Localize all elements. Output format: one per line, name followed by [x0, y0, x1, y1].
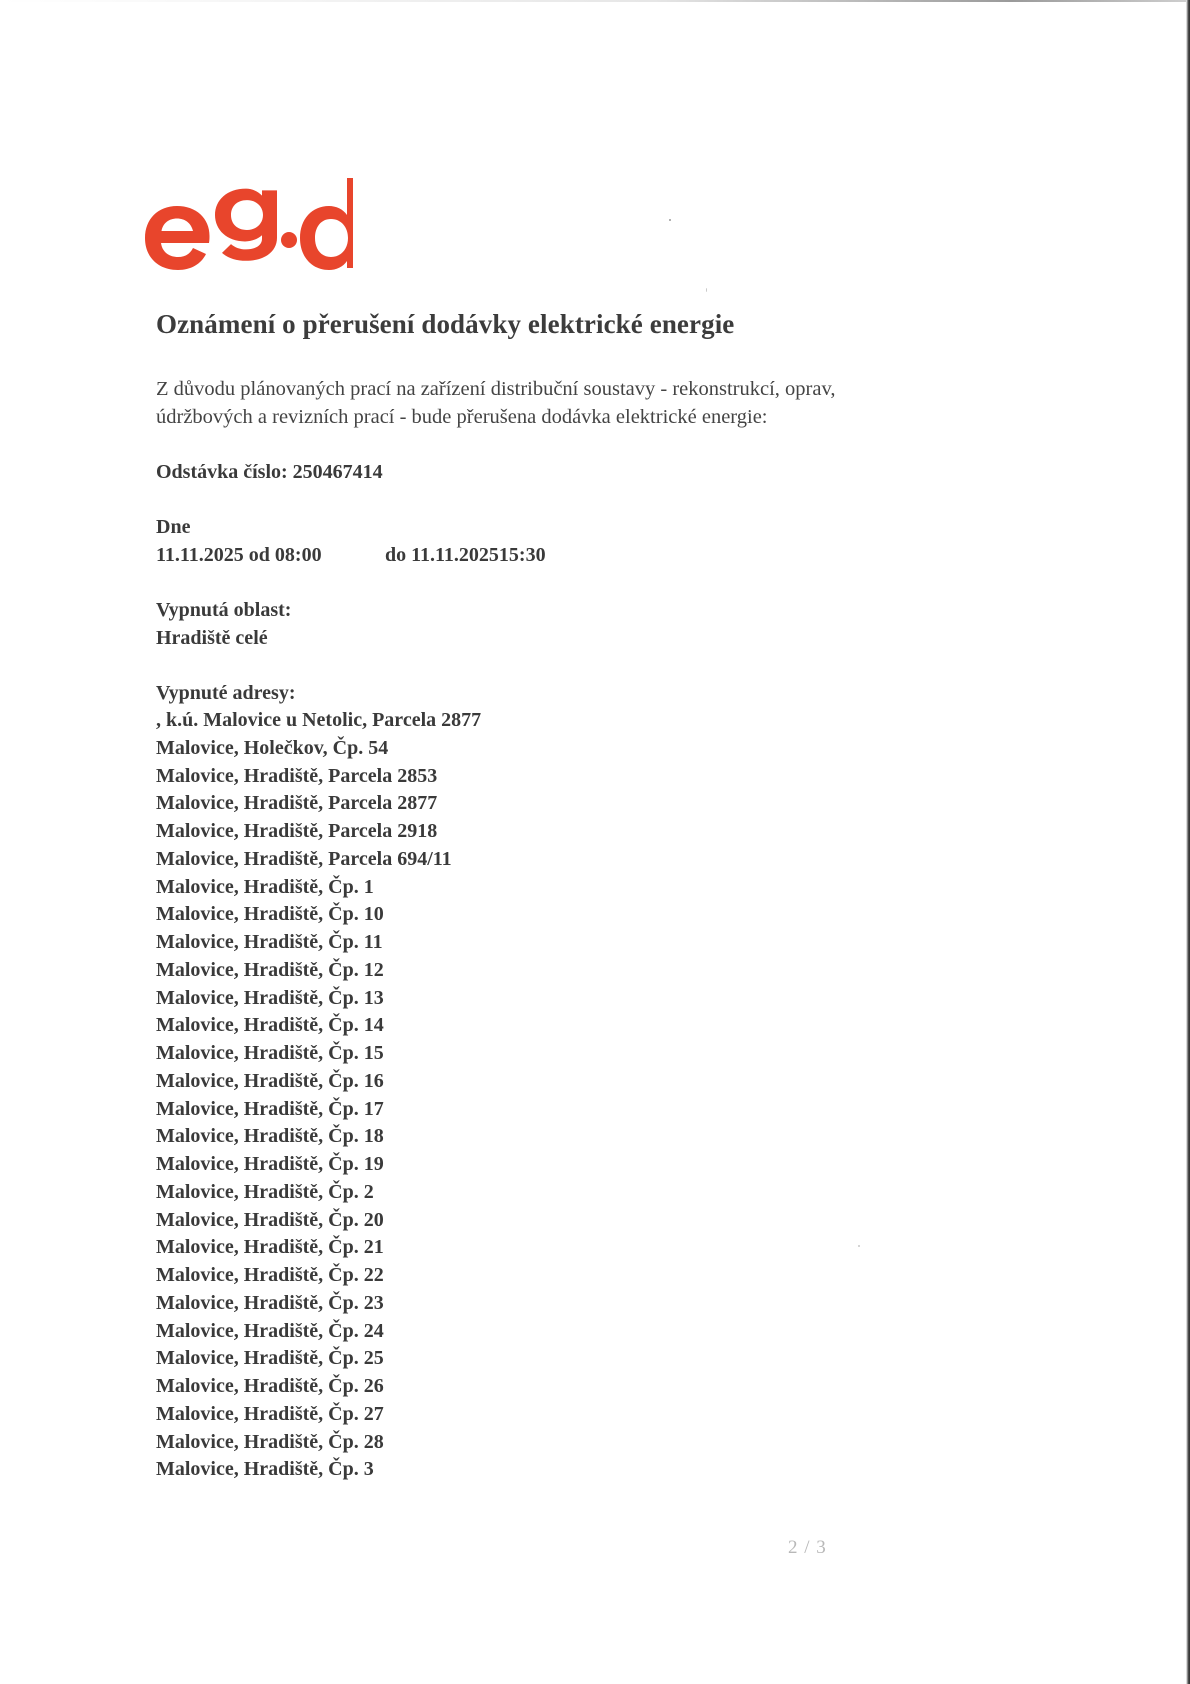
- address-item: Malovice, Hradiště, Čp. 11: [156, 931, 383, 953]
- egd-logo: [143, 178, 353, 274]
- address-item: Malovice, Hradiště, Čp. 20: [156, 1208, 384, 1231]
- address-item: Malovice, Hradiště, Čp. 10: [156, 903, 384, 926]
- address-item: , k.ú. Malovice u Netolic, Parcela 2877: [156, 709, 482, 731]
- date-label: Dne: [156, 516, 191, 538]
- intro-line: Z důvodu plánovaných prací na zařízení distribuční soustavy - rekonstrukcí, oprav,: [156, 378, 836, 400]
- address-item: Malovice, Hradiště, Čp. 17: [156, 1097, 384, 1120]
- scan-speck: [706, 288, 707, 292]
- address-item: Malovice, Hradiště, Čp. 12: [156, 958, 384, 981]
- date-to: do 11.11.202515:30: [385, 544, 546, 566]
- address-item: Malovice, Hradiště, Parcela 2853: [156, 764, 438, 787]
- scan-speck: [669, 219, 671, 221]
- intro-paragraph: [156, 375, 976, 431]
- address-item: Malovice, Hradiště, Čp. 13: [156, 986, 384, 1009]
- address-item: Malovice, Hradiště, Čp. 15: [156, 1042, 384, 1064]
- address-list: [156, 707, 481, 1484]
- area-value: Hradiště celé: [156, 627, 268, 649]
- date-from: 11.11.2025 od 08:00: [156, 544, 322, 566]
- addresses-label: Vypnuté adresy:: [156, 682, 296, 704]
- address-item: Malovice, Hradiště, Čp. 24: [156, 1319, 384, 1342]
- page-number: 2 / 3: [788, 1537, 827, 1558]
- address-item: Malovice, Hradiště, Čp. 26: [156, 1375, 384, 1397]
- address-item: Malovice, Hradiště, Čp. 21: [156, 1236, 384, 1259]
- address-item: Malovice, Hradiště, Čp. 3: [156, 1458, 374, 1481]
- address-item: Malovice, Hradiště, Parcela 694/11: [156, 847, 452, 870]
- scan-right-edge: [1186, 0, 1190, 1684]
- address-item: Malovice, Hradiště, Čp. 16: [156, 1069, 384, 1092]
- address-item: Malovice, Hradiště, Čp. 27: [156, 1402, 384, 1425]
- address-item: Malovice, Hradiště, Čp. 25: [156, 1347, 384, 1370]
- intro-line: údržbových a revizních prací - bude přerušena dodávka elektrické energie:: [156, 406, 768, 428]
- address-item: Malovice, Hradiště, Čp. 1: [156, 875, 374, 898]
- address-item: Malovice, Hradiště, Čp. 18: [156, 1125, 384, 1148]
- outage-number: Odstávka číslo: 250467414: [156, 461, 383, 483]
- address-item: Malovice, Holečkov, Čp. 54: [156, 736, 389, 759]
- scan-top-edge: [0, 0, 1190, 2]
- address-item: Malovice, Hradiště, Parcela 2877: [156, 792, 438, 815]
- address-item: Malovice, Hradiště, Čp. 23: [156, 1291, 384, 1314]
- address-item: Malovice, Hradiště, Čp. 22: [156, 1264, 384, 1286]
- address-item: Malovice, Hradiště, Čp. 19: [156, 1153, 384, 1175]
- address-item: Malovice, Hradiště, Parcela 2918: [156, 820, 438, 842]
- date-range: [156, 541, 546, 569]
- address-item: Malovice, Hradiště, Čp. 14: [156, 1014, 384, 1037]
- address-item: Malovice, Hradiště, Čp. 28: [156, 1430, 384, 1453]
- document-title: Oznámení o přerušení dodávky elektrické energie: [156, 309, 735, 339]
- scan-speck: [858, 1245, 860, 1247]
- address-item: Malovice, Hradiště, Čp. 2: [156, 1180, 374, 1203]
- area-label: Vypnutá oblast:: [156, 599, 292, 621]
